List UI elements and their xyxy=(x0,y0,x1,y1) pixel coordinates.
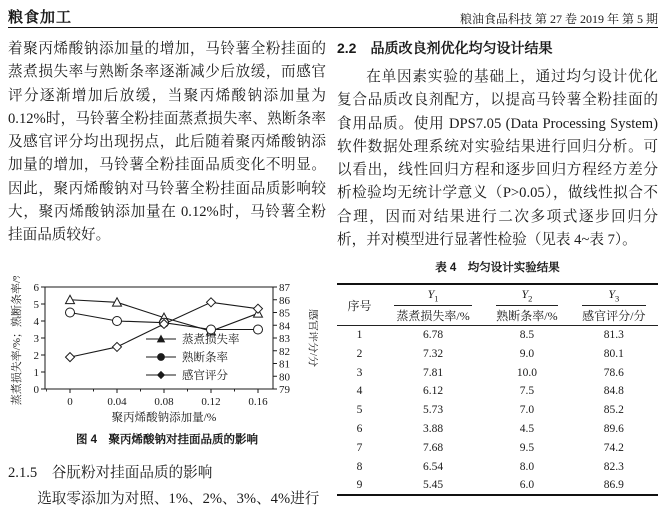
row-index-cell: 7 xyxy=(356,441,363,454)
legend-label: 感官评分 xyxy=(182,369,228,382)
value-cell: 10.0 xyxy=(516,366,537,379)
left-tick-label: 5 xyxy=(33,298,39,311)
right-tick-label: 81 xyxy=(279,358,290,371)
row-index-cell: 3 xyxy=(356,366,363,379)
value-cell: 7.81 xyxy=(422,366,444,379)
paragraph-polyacrylate-discussion: 着聚丙烯酸钠添加量的增加，马铃薯全粉挂面的蒸煮损失率与熟断条率逐渐减少后放缓，而感官评分逐渐增加后放缓，当聚丙烯酸钠添加量为0.12%时，马铃薯全粉挂面蒸煮损失率、熟断条率及感官评分均出现拐点，此后随着聚丙烯酸钠添加量的增加，马铃薯全粉挂面品质变化不明显。因此，聚丙烯酸钠对马铃薯全粉挂面品质影响较大，聚丙烯酸钠添加量在 0.12%时，马铃薯全粉挂面品质较好。 xyxy=(8,41,326,244)
table-row xyxy=(337,420,658,439)
row-index-cell: 2 xyxy=(356,347,363,360)
value-cell: 86.9 xyxy=(603,478,624,491)
x-tick-label: 0.08 xyxy=(154,395,174,408)
value-cell: 89.6 xyxy=(603,423,624,436)
value-cell: 7.0 xyxy=(519,404,535,417)
right-tick-label: 82 xyxy=(279,345,290,358)
value-cell: 74.2 xyxy=(603,441,624,454)
row-index-cell: 6 xyxy=(356,423,363,436)
journal-issue-info: 粮油食品科技 第 27 卷 2019 年 第 5 期 xyxy=(459,12,658,26)
table-row xyxy=(337,476,658,495)
value-cell: 7.68 xyxy=(422,441,444,454)
table-row xyxy=(337,438,658,457)
value-cell: 81.3 xyxy=(603,329,624,342)
value-cell: 84.8 xyxy=(603,385,624,398)
diamond-marker xyxy=(113,342,122,351)
value-cell: 9.0 xyxy=(519,347,535,360)
value-cell: 8.0 xyxy=(519,460,535,473)
table-row xyxy=(337,326,658,345)
table-row xyxy=(337,344,658,363)
value-cell: 78.6 xyxy=(603,366,624,379)
row-index-cell: 9 xyxy=(356,478,363,491)
left-tick-label: 4 xyxy=(33,315,39,328)
value-cell: 6.12 xyxy=(422,385,444,398)
y-axis-label-left: 蒸煮损失率/%；熟断条率/% xyxy=(11,275,23,405)
table-caption: 表 4 均匀设计实验结果 xyxy=(435,262,560,275)
x-tick-label: 0.12 xyxy=(201,395,221,408)
value-cell: 8.5 xyxy=(519,329,535,342)
value-cell: 5.73 xyxy=(422,404,444,417)
diamond-marker xyxy=(66,352,75,361)
column-title: 粮食加工 xyxy=(8,9,73,26)
value-cell: 7.5 xyxy=(519,385,535,398)
left-tick-label: 0 xyxy=(33,383,39,396)
x-axis-label: 聚丙烯酸钠添加量/% xyxy=(111,411,217,424)
header-divider xyxy=(8,27,658,28)
table-row xyxy=(337,363,658,382)
row-index-cell: 1 xyxy=(356,329,363,342)
col-header-label-1: 蒸煮损失率/% xyxy=(382,306,484,326)
subsection-heading-2-1-5: 2.1.5 谷朊粉对挂面品质的影响 xyxy=(8,464,213,481)
value-cell: 85.2 xyxy=(603,404,624,417)
row-index-cell: 8 xyxy=(356,460,363,473)
circle-marker xyxy=(207,325,216,334)
left-tick-label: 2 xyxy=(33,349,39,362)
legend-label: 蒸煮损失率 xyxy=(182,333,240,346)
page-header xyxy=(8,6,658,26)
col-header-label-3: 感官评分/分 xyxy=(570,306,658,326)
circle-marker xyxy=(254,325,263,334)
value-cell: 4.5 xyxy=(519,423,535,436)
row-index-cell: 5 xyxy=(356,404,363,417)
value-cell: 6.54 xyxy=(422,460,444,473)
right-tick-label: 86 xyxy=(279,294,290,307)
right-tick-label: 84 xyxy=(279,319,290,332)
paragraph-uniform-design: 在单因素实验的基础上，通过均匀设计优化复合品质改良剂配方，以提高马铃薯全粉挂面的食用品质。使用 DPS7.05 (Data Processing System)软件数据处理系统对实验结果进行回归分析。可以看出，线性回归方程和逐步回归方程经方差分析检验均无统计学意义（P>0.05），做线性拟合不合理，因而对结果进行二次多项式逐步回归分析，并对模型进行显著性检验（见表 4~表 7）。 xyxy=(337,69,658,249)
diamond-marker xyxy=(207,297,216,306)
figure-4-line-chart xyxy=(10,276,318,428)
circle-marker xyxy=(158,353,165,360)
right-tick-label: 85 xyxy=(279,307,290,320)
left-column xyxy=(8,36,326,508)
chart-canvas xyxy=(10,276,318,428)
diamond-marker xyxy=(158,371,165,378)
circle-marker xyxy=(66,308,75,317)
value-cell: 82.3 xyxy=(603,460,624,473)
figure-caption: 图 4 聚丙烯酸钠对挂面品质的影响 xyxy=(75,433,259,446)
value-cell: 6.78 xyxy=(422,329,444,342)
right-tick-label: 79 xyxy=(279,383,290,396)
left-tick-label: 1 xyxy=(33,366,39,379)
right-tick-label: 80 xyxy=(279,370,290,383)
x-tick-label: 0.16 xyxy=(248,395,268,408)
x-tick-label: 0 xyxy=(67,395,73,408)
table-row xyxy=(337,382,658,401)
section-heading-2-2: 2.2 品质改良剂优化均匀设计结果 xyxy=(337,40,553,56)
col-header-symbol-3: $Y_3$ xyxy=(570,284,658,305)
col-header-index: 序号 xyxy=(337,284,382,325)
value-cell: 9.5 xyxy=(519,441,535,454)
row-index-cell: 4 xyxy=(356,385,363,398)
diamond-marker xyxy=(254,304,263,313)
right-tick-label: 87 xyxy=(279,281,290,294)
legend-label: 熟断条率 xyxy=(182,351,228,364)
value-cell: 7.32 xyxy=(422,347,444,360)
col-header-symbol-1: $Y_1$ xyxy=(382,284,484,305)
right-tick-label: 83 xyxy=(279,332,290,345)
table-row xyxy=(337,401,658,420)
left-tick-label: 6 xyxy=(33,281,39,294)
value-cell: 3.88 xyxy=(422,423,444,436)
table-row xyxy=(337,457,658,476)
right-column xyxy=(337,36,658,496)
x-tick-label: 0.04 xyxy=(107,395,127,408)
uniform-design-results-table xyxy=(337,283,658,495)
paragraph-gluten-intro: 选取零添加为对照、1%、2%、3%、4%进行 xyxy=(37,490,320,507)
circle-marker xyxy=(113,316,122,325)
col-header-symbol-2: $Y_2$ xyxy=(484,284,570,305)
col-header-label-2: 熟断条率/% xyxy=(484,306,570,326)
left-tick-label: 3 xyxy=(33,332,39,345)
y-axis-label-right: 感官评分/分 xyxy=(307,308,318,367)
value-cell: 80.1 xyxy=(603,347,624,360)
value-cell: 5.45 xyxy=(422,478,444,491)
value-cell: 6.0 xyxy=(519,478,535,491)
